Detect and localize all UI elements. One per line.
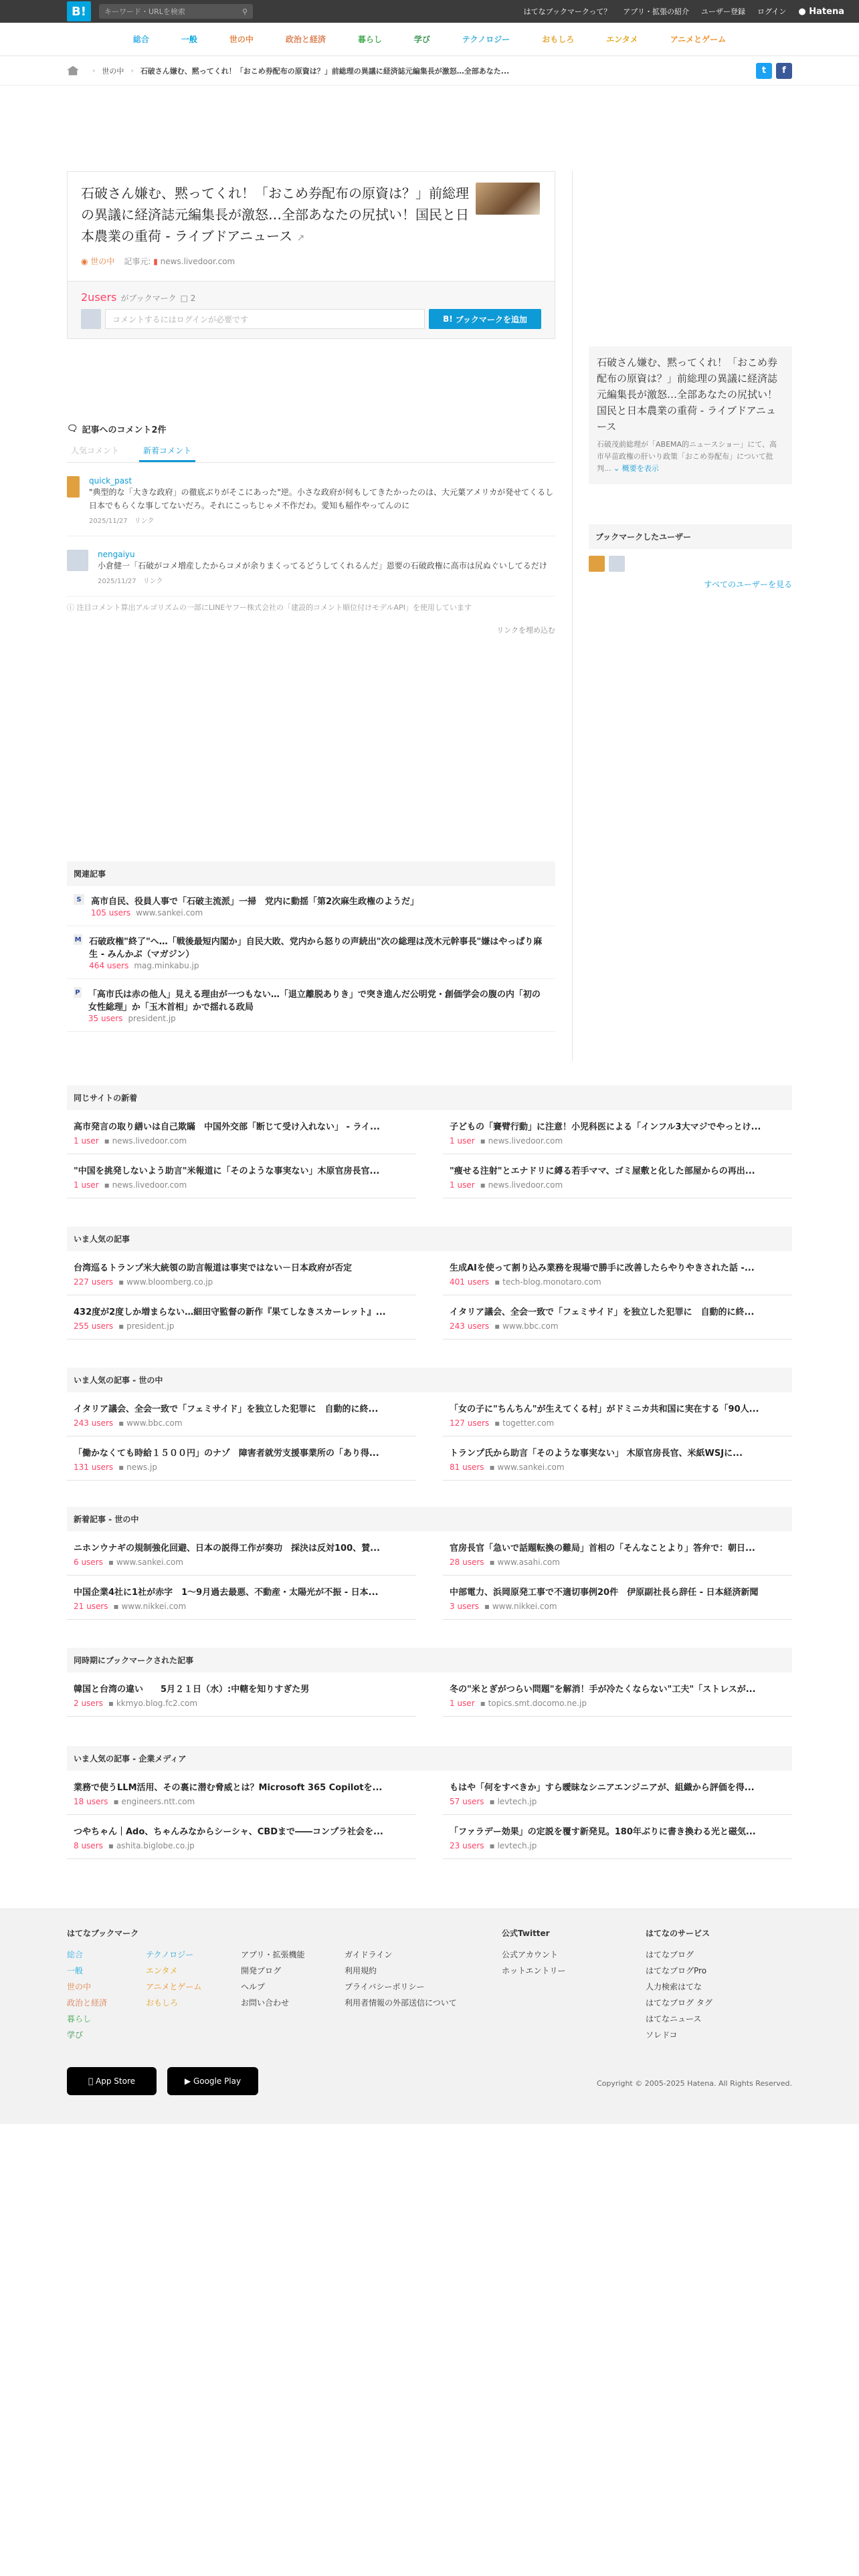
footer-link[interactable]: アプリ・拡張機能 [241,1950,305,1959]
related-users[interactable]: 105 users [91,908,131,918]
category-nav-item[interactable]: テクノロジー [462,35,510,44]
footer-link[interactable]: 暮らし [67,2014,92,2024]
site-favicon-icon: M [74,934,82,945]
footer-link[interactable]: 公式アカウント [502,1950,558,1959]
article-users[interactable]: 57 users [450,1797,484,1806]
search-input[interactable]: キーワード・URLを検索 [104,7,185,16]
site-favicon-icon: ▪ [113,1797,122,1806]
article-users[interactable]: 2 users [74,1699,103,1708]
search-icon[interactable]: ⚲ [242,7,248,16]
entry-domain[interactable]: news.livedoor.com [160,257,235,266]
footer-link[interactable]: 一般 [67,1966,84,1975]
user-avatar[interactable] [67,550,88,571]
article-title[interactable]: 「働かなくても時給１５００円」のナゾ 障害者就労支援事業所の「あり得... [74,1448,379,1459]
article-item[interactable] [443,1815,792,1859]
site-favicon-icon: ▪ [489,1463,498,1472]
footer-link[interactable]: テクノロジー [146,1950,194,1959]
article-users[interactable]: 1 user [450,1136,475,1146]
article-item[interactable] [443,1576,792,1620]
article-title[interactable]: 「ファラデー効果」の定説を覆す新発見。180年ぶりに書き換わる光と磁気... [450,1827,756,1837]
article-title[interactable]: 高市発言の取り繕いは自己欺瞞 中国外交部「断じて受け入れない」 - ライ... [74,1122,380,1132]
article-domain[interactable]: news.livedoor.com [112,1180,187,1190]
article-item[interactable] [443,1110,792,1154]
article-item[interactable] [443,1295,792,1339]
article-item[interactable] [67,1251,416,1295]
comment-algorithm-note: ⓘ 注目コメント算出アルゴリズムの一部にLINEヤフー株式会社の「建設的コメント順位付けモデルAPI」を使用しています [67,603,472,612]
article-section [67,1648,792,1717]
site-favicon-icon: ▪ [494,1321,503,1331]
article-item[interactable] [443,1392,792,1436]
section-header: いま人気の記事 - 企業メディア [67,1746,792,1771]
article-domain[interactable]: topics.smt.docomo.ne.jp [488,1699,587,1708]
site-favicon-icon: ▪ [118,1463,127,1472]
site-favicon-icon: ▪ [104,1136,112,1146]
article-users[interactable]: 23 users [450,1841,484,1850]
article-title[interactable]: トランプ氏から助言「そのような事実ない」 木原官房長官、米紙WSJに... [450,1448,743,1459]
article-item[interactable] [67,1154,416,1198]
footer-link[interactable]: 世の中 [67,1982,92,1992]
breadcrumb-category[interactable]: 世の中 [102,66,124,76]
hatena-label: Hatena [809,6,844,17]
footer-link[interactable]: 学び [67,2030,84,2040]
article-users[interactable]: 6 users [74,1558,103,1567]
article-domain[interactable]: www.nikkei.com [492,1602,557,1611]
article-users[interactable]: 18 users [74,1797,108,1806]
login-link[interactable]: ログイン [757,7,787,16]
article-section [67,1507,792,1620]
article-domain[interactable]: www.nikkei.com [121,1602,187,1611]
article-title[interactable]: 432度が2度しか増まらない…細田守監督の新作『果てしなきスカーレット』... [74,1307,386,1317]
article-title[interactable]: 子どもの「賽臂行動」に注意！小児科医による「インフル3大マジでやっとけ... [450,1122,761,1132]
article-users[interactable]: 8 users [74,1841,103,1850]
user-avatar[interactable] [67,476,80,498]
related-domain[interactable]: president.jp [128,1014,176,1023]
hatena-logo[interactable]: ● Hatena [798,6,844,17]
category-nav-item[interactable]: 暮らし [357,35,382,44]
article-item[interactable] [67,1110,416,1154]
article-title[interactable]: 韓国と台湾の違い 5月２１日（水）:中轄を知りすぎた男 [74,1685,310,1695]
article-users[interactable]: 1 user [74,1136,99,1146]
article-section [67,1746,792,1859]
entry-title[interactable]: 石破さん嫌む、黙ってくれ！「おこめ券配布の原資は？」前総理の異議に経済誌元編集長が激怒…全部あなたの尻拭い！国民と日本農業の重荷 - ライブドアニュース [81,185,469,244]
livedoor-icon: ▮ [153,257,158,266]
article-item[interactable] [443,1771,792,1815]
footer-link[interactable]: ホットエントリー [502,1966,566,1975]
user-avatar[interactable] [589,556,605,572]
related-articles [67,861,555,1032]
footer-link[interactable]: 利用者情報の外部送信について [345,1998,457,2008]
article-title[interactable]: 官房長官「急いで話題転換の難局」首相の「そんなことより」答弁で：朝日... [450,1543,755,1553]
breadcrumb-title: 石破さん嫌む、黙ってくれ！「おこめ券配布の原資は？」前総理の異議に経済誌元編集長が激怒…全部あなた... [140,66,510,76]
site-favicon-icon: ▪ [480,1699,488,1708]
article-title[interactable]: もはや「何をすべきか」すら曖昧なシニアエンジニアが、組織から評価を得... [450,1783,755,1793]
entry-card [67,171,555,339]
article-section [67,1085,792,1198]
article-users[interactable]: 1 user [450,1699,475,1708]
site-favicon-icon: ▪ [108,1558,116,1567]
article-domain[interactable]: engineers.ntt.com [121,1797,195,1806]
entry-source: 記事元: ▮ news.livedoor.com [124,257,235,266]
category-nav-item[interactable]: 一般 [181,35,197,44]
show-summary-link[interactable]: ⌄ 概要を表示 [613,464,659,473]
category-nav [0,23,859,56]
hatena-bookmark-logo[interactable]: B! [67,1,91,21]
signup-link[interactable]: ユーザー登録 [700,7,745,16]
article-domain[interactable]: www.asahi.com [497,1558,560,1567]
bookmark-users[interactable]: 2users がブックマーク □ 2 [81,291,196,304]
article-item[interactable] [67,1295,416,1339]
site-favicon-icon: ▪ [494,1418,503,1428]
site-favicon-icon: ▪ [108,1699,116,1708]
side-summary [589,346,792,484]
article-section [67,1226,792,1339]
category-nav-item[interactable]: 政治と経済 [285,35,326,44]
article-title[interactable]: "痩せる注射"とエナドリに縛る若手ママ、ゴミ屋敷と化した部屋からの再出... [450,1166,755,1176]
footer-link[interactable]: 政治と経済 [67,1998,108,2008]
section-header: いま人気の記事 [67,1226,792,1251]
side-description: 石破茂前総理が「ABEMA的ニュースショー」にて、高市早苗政権の肝いり政策「おこめ券配布」について批判... [597,440,777,473]
breadcrumb: › 世の中 › 石破さん嫌む、黙ってくれ！「おこめ券配布の原資は？」前総理の異議に経済誌元編集長が激怒…全部あなた... t f [0,56,859,86]
footer-link[interactable]: はてなブログPro [646,1966,707,1975]
article-domain[interactable]: ashita.biglobe.co.jp [116,1841,195,1850]
copyright: Copyright © 2005-2025 Hatena. All Rights Reserved. [596,2079,792,2088]
related-header: 関連記事 [67,861,555,886]
site-favicon-icon: ▪ [113,1602,122,1611]
article-users[interactable]: 227 users [74,1277,114,1287]
comment-date[interactable]: 2025/11/27 [89,518,128,525]
site-favicon-icon: ▪ [480,1136,488,1146]
facebook-share-icon[interactable]: f [776,63,792,79]
footer-link[interactable]: 総合 [67,1950,84,1959]
article-domain[interactable]: news.jp [126,1463,157,1472]
article-domain[interactable]: tech-blog.monotaro.com [502,1277,601,1287]
app-store-badge[interactable]: App Store [67,2067,157,2095]
comment-user[interactable]: quick_past [89,476,132,486]
footer-link[interactable]: 人力検索はてな [646,1982,702,1992]
apps-link[interactable]: アプリ・拡張の紹介 [623,7,689,16]
category-nav-item[interactable]: 学び [413,35,430,44]
category-nav-item[interactable]: おもしろ [542,35,575,44]
article-item[interactable] [443,1251,792,1295]
article-domain[interactable]: news.livedoor.com [112,1136,187,1146]
article-title[interactable]: 業務で使うLLM活用、その裏に潜む脅威とは？Microsoft 365 Copilotを... [74,1783,383,1793]
site-favicon-icon: ▪ [489,1797,498,1806]
site-favicon-icon: ▪ [118,1418,127,1428]
site-favicon-icon: ▪ [118,1321,127,1331]
add-bookmark-button[interactable]: B! ブックマークを追加 [429,309,541,329]
footer-link[interactable]: はてなブログ タグ [646,1998,712,2008]
footer-link[interactable]: おもしろ [146,1998,179,2008]
article-domain[interactable]: news.livedoor.com [488,1180,563,1190]
top-links [524,6,844,17]
entry-thumbnail[interactable] [476,183,540,215]
footer-link[interactable]: エンタメ [146,1966,178,1975]
footer-link[interactable]: お問い合わせ [241,1998,290,2008]
comment-icon: 🗨 [67,424,78,434]
entry-category[interactable]: ◉ 世の中 [81,257,115,266]
article-title[interactable]: 台湾巡るトランプ米大統領の助言報道は事実ではない－日本政府が否定 [74,1263,353,1273]
section-header: いま人気の記事 - 世の中 [67,1368,792,1392]
footer-twitter-title: 公式Twitter [502,1929,550,1938]
article-title[interactable]: 中国企業4社に1社が赤字 1〜9月過去最悪、不動産・太陽光が不振 - 日本... [74,1588,379,1598]
article-domain[interactable]: www.sankei.com [116,1558,183,1567]
site-favicon-icon: ▪ [480,1180,488,1190]
article-users[interactable]: 81 users [450,1463,484,1472]
bookmark-users-header: ブックマークしたユーザー [589,524,792,549]
article-title[interactable]: ニホンウナギの規制強化回避、日本の説得工作が奏功 採決は反対100、賛... [74,1543,380,1553]
article-item[interactable] [67,1392,416,1436]
related-title[interactable]: 石破政権"終了"へ…「戦後最短内閣か」自民大敗、党内から怒りの声続出"次の総理は茂木元幹事長"嫌はやっぱり麻生 - みんかぶ（マガジン） [89,937,543,960]
article-domain[interactable]: www.bbc.com [126,1418,183,1428]
comment-text: 小倉健一「石破がコメ増産したからコメが余りまくってるどうしてくれるんだ」恩要の石破政権に高市は尻ぬぐいしてるだけ [98,561,547,570]
article-section [67,1368,792,1481]
external-link-icon[interactable]: ↗ [296,233,305,243]
article-domain[interactable]: www.sankei.com [497,1463,565,1472]
article-users[interactable]: 3 users [450,1602,479,1611]
footer-link[interactable]: プライバシーポリシー [345,1982,425,1992]
footer-services-title: はてなのサービス [646,1929,710,1938]
comment-date[interactable]: 2025/11/27 [98,578,136,585]
article-title[interactable]: イタリア議会、全会一致で「フェミサイド」を独立した犯罪に 自動的に終... [74,1404,379,1414]
related-domain[interactable]: www.sankei.com [136,908,203,918]
article-title[interactable]: 中部電力、浜岡原発工事で不適切事例20件 伊原副社長ら辞任 - 日本経済新聞 [450,1588,759,1598]
article-domain[interactable]: togetter.com [502,1418,555,1428]
article-domain[interactable]: levtech.jp [497,1841,537,1850]
article-users[interactable]: 1 user [450,1180,475,1190]
comments-header: 記事へのコメント2件 [82,425,167,435]
comment-input[interactable]: コメントするにはログインが必要です [105,309,425,329]
article-item[interactable] [443,1673,792,1717]
article-item[interactable] [67,1815,416,1859]
site-favicon-icon: ▪ [489,1558,498,1567]
footer-link[interactable]: 利用規約 [345,1966,377,1975]
tab-new-comments[interactable]: 新着コメント [139,441,195,462]
article-item[interactable] [67,1673,416,1717]
avatar [81,309,101,329]
article-title[interactable]: 冬の"米とぎがつらい問題"を解消！手が冷たくならない"工夫"「ストレスが... [450,1685,756,1695]
footer-bookmark-title: はてなブックマーク [67,1929,139,1938]
article-domain[interactable]: www.bbc.com [502,1321,559,1331]
article-title[interactable]: イタリア議会、全会一致で「フェミサイド」を独立した犯罪に 自動的に終... [450,1307,755,1317]
footer-link[interactable]: 開発ブログ [241,1966,282,1975]
related-title[interactable]: 「高市氏は赤の他人」見える理由が一つもない…「退立離脱ありき」で突き進んだ公明党・創価学会の腹の内「初の女性総理」か「玉木首相」かで揺れる政局 [88,990,541,1012]
all-users-link[interactable]: すべてのユーザーを見る [704,580,792,589]
article-users[interactable]: 131 users [74,1463,114,1472]
search-box[interactable] [99,4,253,19]
article-domain[interactable]: levtech.jp [497,1797,537,1806]
site-favicon-icon: P [74,987,82,998]
section-header: 同じサイトの新着 [67,1085,792,1110]
article-users[interactable]: 243 users [74,1418,114,1428]
divider [572,171,573,1061]
related-item[interactable] [67,979,555,1032]
google-play-badge[interactable]: ▶ Google Play [167,2067,258,2095]
article-item[interactable] [443,1154,792,1198]
bookmark-users-panel [589,524,792,590]
category-nav-item[interactable]: 世の中 [229,35,254,44]
comment-count: 2 [190,294,196,303]
category-nav-item[interactable]: 総合 [132,35,149,44]
site-favicon-icon: S [74,894,84,905]
comment-user[interactable]: nengaiyu [98,550,135,559]
article-item[interactable] [67,1531,416,1576]
article-item[interactable] [67,1576,416,1620]
top-bar [0,0,859,23]
comment-text: "典型的な「大きな政府」の徹底ぶりがそこにあった"逆。小さな政府が何もしてきたかったのは、大元葉アメリカが発せてくるし日本でもらくな事してないだろ。それにこっちじゃメ不作だわ。愛知も稲作やってんのに [89,488,554,510]
site-favicon-icon: ▪ [104,1180,112,1190]
article-users[interactable]: 255 users [74,1321,114,1331]
related-item[interactable] [67,926,555,979]
footer-link[interactable]: ソレドコ [646,2030,678,2040]
article-title[interactable]: つやちゃん｜Ado、ちゃんみなからシーシャ、CBDまで――コンプラ社会を... [74,1827,383,1837]
site-favicon-icon: ▪ [494,1277,503,1287]
embed-link[interactable]: リンクを埋め込む [496,626,555,635]
article-item[interactable] [67,1771,416,1815]
user-avatar[interactable] [609,556,625,572]
article-domain[interactable]: www.bloomberg.co.jp [126,1277,213,1287]
article-users[interactable]: 21 users [74,1602,108,1611]
footer-link[interactable]: ガイドライン [345,1950,393,1959]
article-domain[interactable]: president.jp [126,1321,175,1331]
article-users[interactable]: 401 users [450,1277,490,1287]
related-title[interactable]: 高市自民、役員人事で「石破主流派」一掃 党内に動揺「第2次麻生政権のようだ」 [91,897,419,907]
comment-permalink[interactable]: リンク [142,578,163,585]
related-users[interactable]: 35 users [88,1014,123,1023]
related-users[interactable]: 464 users [89,961,129,970]
article-domain[interactable]: news.livedoor.com [488,1136,563,1146]
home-icon[interactable] [67,66,79,76]
comments-section [67,423,555,635]
section-header: 新着記事 - 世の中 [67,1507,792,1531]
article-users[interactable]: 1 user [74,1180,99,1190]
comment-item [67,536,555,597]
related-item[interactable] [67,886,555,926]
comment-permalink[interactable]: リンク [134,518,155,525]
footer-link[interactable]: はてなブログ [646,1950,694,1959]
article-users[interactable]: 28 users [450,1558,484,1567]
site-favicon-icon: ▪ [484,1602,492,1611]
article-title[interactable]: 生成AIを使って割り込み業務を現場で勝手に改善したらやりやきされた話 -... [450,1263,755,1273]
article-users[interactable]: 243 users [450,1321,490,1331]
section-header: 同時期にブックマークされた記事 [67,1648,792,1673]
footer-link[interactable]: はてなニュース [646,2014,702,2024]
article-domain[interactable]: kkmyo.blog.fc2.com [116,1699,198,1708]
footer-link[interactable]: アニメとゲーム [146,1982,202,1992]
article-users[interactable]: 127 users [450,1418,490,1428]
footer [0,1909,859,2124]
twitter-share-icon[interactable]: t [756,63,772,79]
side-title[interactable]: 石破さん嫌む、黙ってくれ！「おこめ券配布の原資は？」前総理の異議に経済誌元編集長が激怒…全部あなたの尻拭い！国民と日本農業の重荷 - ライブドアニュース [597,356,778,433]
comment-item [67,463,555,536]
tab-popular-comments[interactable]: 人気コメント [71,446,120,455]
category-nav-item[interactable]: アニメとゲーム [670,35,727,44]
site-favicon-icon: ▪ [489,1841,498,1850]
article-title[interactable]: "中国を挑発しないよう助言"米報道に「そのような事実ない」木原官房長官... [74,1166,380,1176]
article-item[interactable] [443,1436,792,1481]
category-nav-item[interactable]: エンタメ [606,35,638,44]
article-item[interactable] [443,1531,792,1576]
footer-link[interactable]: ヘルプ [241,1982,266,1992]
article-title[interactable]: 「女の子に"ちんちん"が生えてくる村」がドミニカ共和国に実在する「90人... [450,1404,759,1414]
related-domain[interactable]: mag.minkabu.jp [134,961,199,970]
article-item[interactable] [67,1436,416,1481]
site-favicon-icon: ▪ [108,1841,116,1850]
site-favicon-icon: ▪ [118,1277,127,1287]
about-link[interactable]: はてなブックマークって？ [523,7,611,16]
